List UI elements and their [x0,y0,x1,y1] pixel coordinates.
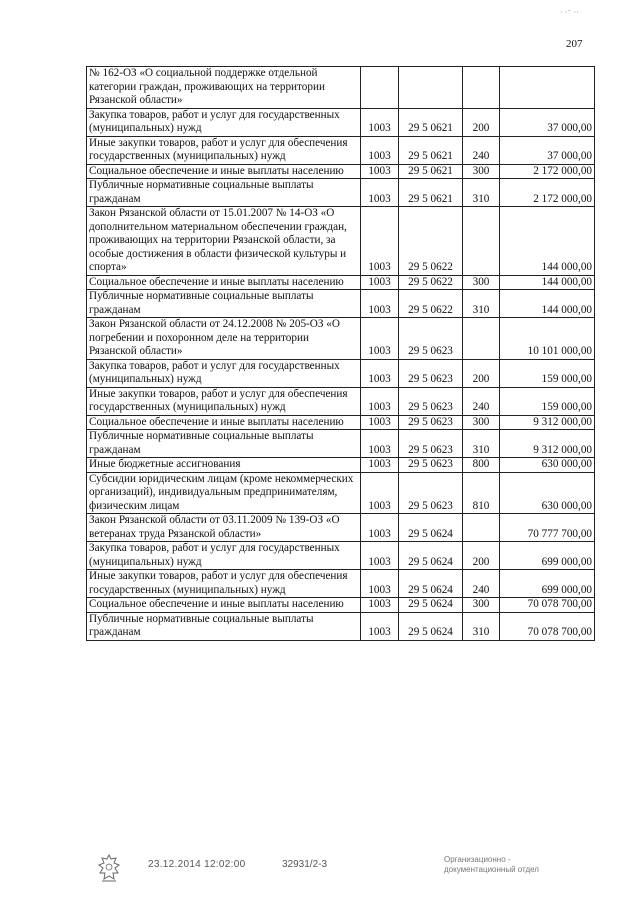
row-group: 240 [463,570,500,598]
row-target: 29 5 0622 [399,290,463,318]
row-target: 29 5 0621 [399,164,463,179]
row-section: 1003 [361,136,399,164]
row-group: 200 [463,108,500,136]
row-target [399,67,463,109]
row-name: Иные закупки товаров, работ и услуг для обеспечения государственных (муниципальных) нужд [87,136,361,164]
footer-org-line2: документационный отдел [444,865,539,874]
table-row [87,430,595,458]
row-group: 200 [463,359,500,387]
row-section: 1003 [361,570,399,598]
row-target: 29 5 0623 [399,359,463,387]
row-target: 29 5 0624 [399,570,463,598]
row-name: Публичные нормативные социальные выплаты гражданам [87,612,361,640]
row-target: 29 5 0623 [399,472,463,514]
row-section: 1003 [361,458,399,473]
row-section: 1003 [361,359,399,387]
row-section: 1003 [361,415,399,430]
row-amount: 630 000,00 [500,472,595,514]
row-target: 29 5 0624 [399,612,463,640]
row-name: Закупка товаров, работ и услуг для государственных (муниципальных) нужд [87,108,361,136]
table-row [87,598,595,613]
row-section: 1003 [361,430,399,458]
footer-organization [444,855,574,875]
row-group: 300 [463,164,500,179]
row-name: Публичные нормативные социальные выплаты гражданам [87,290,361,318]
row-group: 310 [463,290,500,318]
row-amount: 159 000,00 [500,387,595,415]
table-row [87,136,595,164]
row-target: 29 5 0623 [399,387,463,415]
row-amount: 2 172 000,00 [500,179,595,207]
table-row [87,359,595,387]
row-group: 300 [463,275,500,290]
row-target: 29 5 0624 [399,514,463,542]
row-amount: 699 000,00 [500,542,595,570]
row-section: 1003 [361,179,399,207]
footer-doc-number: 32931/2-3 [282,859,328,870]
row-amount: 144 000,00 [500,207,595,276]
row-target: 29 5 0622 [399,275,463,290]
table-row [87,318,595,360]
row-amount: 630 000,00 [500,458,595,473]
table-row [87,108,595,136]
row-name: Иные закупки товаров, работ и услуг для обеспечения государственных (муниципальных) нужд [87,570,361,598]
row-amount: 9 312 000,00 [500,415,595,430]
document-footer [96,853,596,889]
row-group: 810 [463,472,500,514]
table-row [87,275,595,290]
row-name: Социальное обеспечение и иные выплаты населению [87,598,361,613]
table-row [87,472,595,514]
table-row [87,612,595,640]
row-name: Социальное обеспечение и иные выплаты населению [87,415,361,430]
table-row [87,542,595,570]
table-row [87,164,595,179]
row-section: 1003 [361,275,399,290]
row-section: 1003 [361,318,399,360]
row-group: 310 [463,430,500,458]
row-group [463,207,500,276]
row-section: 1003 [361,514,399,542]
row-name: Публичные нормативные социальные выплаты гражданам [87,430,361,458]
row-group: 310 [463,612,500,640]
row-section: 1003 [361,542,399,570]
row-amount: 70 078 700,00 [500,598,595,613]
row-section: 1003 [361,207,399,276]
row-name: Закон Рязанской области от 03.11.2009 № 139-ОЗ «О ветеранах труда Рязанской области» [87,514,361,542]
row-name: № 162-ОЗ «О социальной поддержке отдельной категории граждан, проживающих на территории Рязанской области» [87,67,361,109]
row-group: 310 [463,179,500,207]
row-name: Социальное обеспечение и иные выплаты населению [87,275,361,290]
row-section: 1003 [361,472,399,514]
table-row [87,514,595,542]
row-group [463,514,500,542]
row-section: 1003 [361,290,399,318]
row-name: Иные бюджетные ассигнования [87,458,361,473]
row-amount: 699 000,00 [500,570,595,598]
table-row [87,290,595,318]
row-section: 1003 [361,108,399,136]
row-name: Закон Рязанской области от 24.12.2008 № 205-ОЗ «О погребении и похоронном деле на территории Рязанской области» [87,318,361,360]
row-name: Иные закупки товаров, работ и услуг для обеспечения государственных (муниципальных) нужд [87,387,361,415]
row-group [463,318,500,360]
coat-of-arms-icon [96,853,122,885]
row-target: 29 5 0624 [399,542,463,570]
row-group: 300 [463,415,500,430]
budget-table [86,66,595,641]
row-amount [500,67,595,109]
row-name: Закон Рязанской области от 15.01.2007 № 14-ОЗ «О дополнительном материальном обеспечении граждан, проживающих на территории Рязанской области, за особые достижения в области физической культуры и спорта» [87,207,361,276]
row-amount: 37 000,00 [500,136,595,164]
row-amount: 144 000,00 [500,290,595,318]
row-section: 1003 [361,598,399,613]
row-name: Публичные нормативные социальные выплаты гражданам [87,179,361,207]
row-name: Закупка товаров, работ и услуг для государственных (муниципальных) нужд [87,542,361,570]
table-row [87,415,595,430]
row-group: 200 [463,542,500,570]
row-amount: 144 000,00 [500,275,595,290]
footer-date: 23.12.2014 12:02:00 [148,859,246,870]
row-target: 29 5 0621 [399,108,463,136]
row-name: Закупка товаров, работ и услуг для государственных (муниципальных) нужд [87,359,361,387]
row-amount: 2 172 000,00 [500,164,595,179]
row-group: 240 [463,136,500,164]
table-row [87,179,595,207]
row-section: 1003 [361,164,399,179]
row-target: 29 5 0622 [399,207,463,276]
row-name: Социальное обеспечение и иные выплаты населению [87,164,361,179]
scan-artifact: · ·⁻ ·· [560,8,579,17]
row-group [463,67,500,109]
row-amount: 159 000,00 [500,359,595,387]
row-amount: 70 777 700,00 [500,514,595,542]
row-target: 29 5 0621 [399,179,463,207]
row-amount: 37 000,00 [500,108,595,136]
table-row [87,67,595,109]
row-group: 300 [463,598,500,613]
page-number: 207 [566,38,583,50]
row-name: Субсидии юридическим лицам (кроме некоммерческих организаций), индивидуальным предпринимателям, физическим лицам [87,472,361,514]
row-target: 29 5 0623 [399,318,463,360]
row-amount: 9 312 000,00 [500,430,595,458]
footer-org-line1: Организационно - [444,855,511,864]
row-section [361,67,399,109]
row-section: 1003 [361,612,399,640]
table-row [87,387,595,415]
row-target: 29 5 0623 [399,430,463,458]
row-target: 29 5 0623 [399,458,463,473]
row-group: 240 [463,387,500,415]
table-row [87,458,595,473]
row-section: 1003 [361,387,399,415]
row-target: 29 5 0621 [399,136,463,164]
budget-table-body [87,67,595,641]
table-row [87,207,595,276]
row-target: 29 5 0623 [399,415,463,430]
row-target: 29 5 0624 [399,598,463,613]
table-row [87,570,595,598]
row-amount: 10 101 000,00 [500,318,595,360]
row-group: 800 [463,458,500,473]
row-amount: 70 078 700,00 [500,612,595,640]
